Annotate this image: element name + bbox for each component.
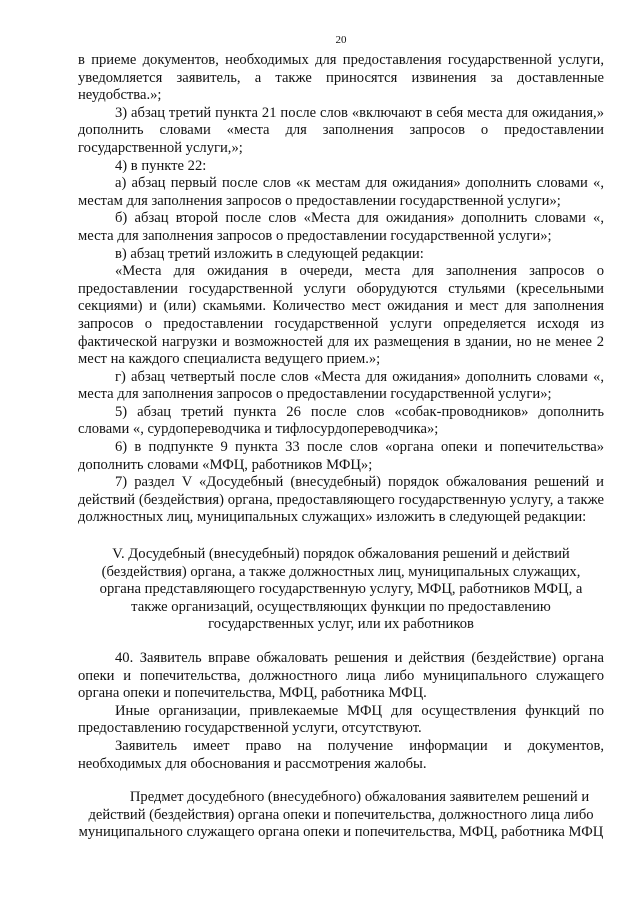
- paragraph-item-7: 7) раздел V «Досудебный (внесудебный) порядок обжалования решений и действий (бездействия) органа, предоставляющего государственную услугу, а также должностных лиц, муниципальных служащих» изложить в следующей редакции:: [78, 474, 604, 526]
- paragraph-item-6: 6) в подпункте 9 пункта 33 после слов «органа опеки и попечительства» дополнить словами «МФЦ, работников МФЦ»;: [78, 439, 604, 473]
- spacer: [78, 773, 604, 789]
- paragraph-section-40: 40. Заявитель вправе обжаловать решения и действия (бездействие) органа опеки и попечительства, должностного лица либо муниципального служащего органа опеки и попечительства, МФЦ, работника МФЦ.: [78, 650, 604, 702]
- paragraph-item-4g: г) абзац четвертый после слов «Места для ожидания» дополнить словами «, места для заполнения запросов о предоставлении государственной услуги»;: [78, 368, 604, 403]
- section-title: V. Досудебный (внесудебный) порядок обжалования решений и действий (бездействия) органа, а также должностных лиц, муниципальных служащих, органа представляющего государственную услугу, МФЦ, работников МФЦ, а также организаций, осуществляющих функции по предоставлению государственных услуг, или их работников: [99, 546, 583, 633]
- paragraph-item-5: 5) абзац третий пункта 26 после слов «собак-проводников» дополнить словами «, сурдопереводчика и тифлосурдопереводчика»;: [78, 403, 604, 438]
- paragraph-item-4v: в) абзац третий изложить в следующей редакции:: [115, 245, 424, 262]
- document-page: [78, 0, 604, 905]
- paragraph-section-rights: Заявитель имеет право на получение информации и документов, необходимых для обоснования и рассмотрения жалобы.: [78, 737, 604, 772]
- paragraph-item-4b: б) абзац второй после слов «Места для ожидания» дополнить словами «, места для заполнения запросов о предоставлении государственной услуги»;: [78, 210, 604, 244]
- paragraph-item-4: 4) в пункте 22:: [115, 157, 207, 174]
- paragraph-quoted-text: «Места для ожидания в очереди, места для заполнения запросов о предоставлении государственной услуги оборудуются стульями (кресельными секциями) и (или) скамьями. Количество мест ожидания и мест для заполнения запросов о предоставлении государственной услуги определяется исходя из фактической нагрузки и возможностей для их размещения в здании, но не менее 2 мест на каждого специалиста ведущего прием.»;: [78, 263, 604, 368]
- spacer: [78, 634, 604, 650]
- paragraph-continuation: в приеме документов, необходимых для предоставления государственной услуги, уведомляется заявитель, а также приносятся извинения за доставленные неудобства.»;: [78, 52, 604, 104]
- paragraph-section-other-orgs: Иные организации, привлекаемые МФЦ для осуществления функций по предоставлению государственной услуги, отсутствуют.: [78, 702, 604, 737]
- document-body: [78, 52, 604, 842]
- paragraph-item-3: 3) абзац третий пункта 21 после слов «включают в себя места для ожидания,» дополнить словами «места для заполнения запросов о предоставлении государственной услуги,»;: [78, 104, 604, 156]
- subsection-title: Предмет досудебного (внесудебного) обжалования заявителем решений и действий (бездействия) органа опеки и попечительства, должностного лица либо муниципального служащего органа опеки и попечительства, МФЦ, работника МФЦ: [78, 789, 604, 841]
- paragraph-item-4a: а) абзац первый после слов «к местам для ожидания» дополнить словами «, местам для заполнения запросов о предоставлении государственной услуги»;: [78, 175, 604, 209]
- page-number: 20: [335, 34, 347, 46]
